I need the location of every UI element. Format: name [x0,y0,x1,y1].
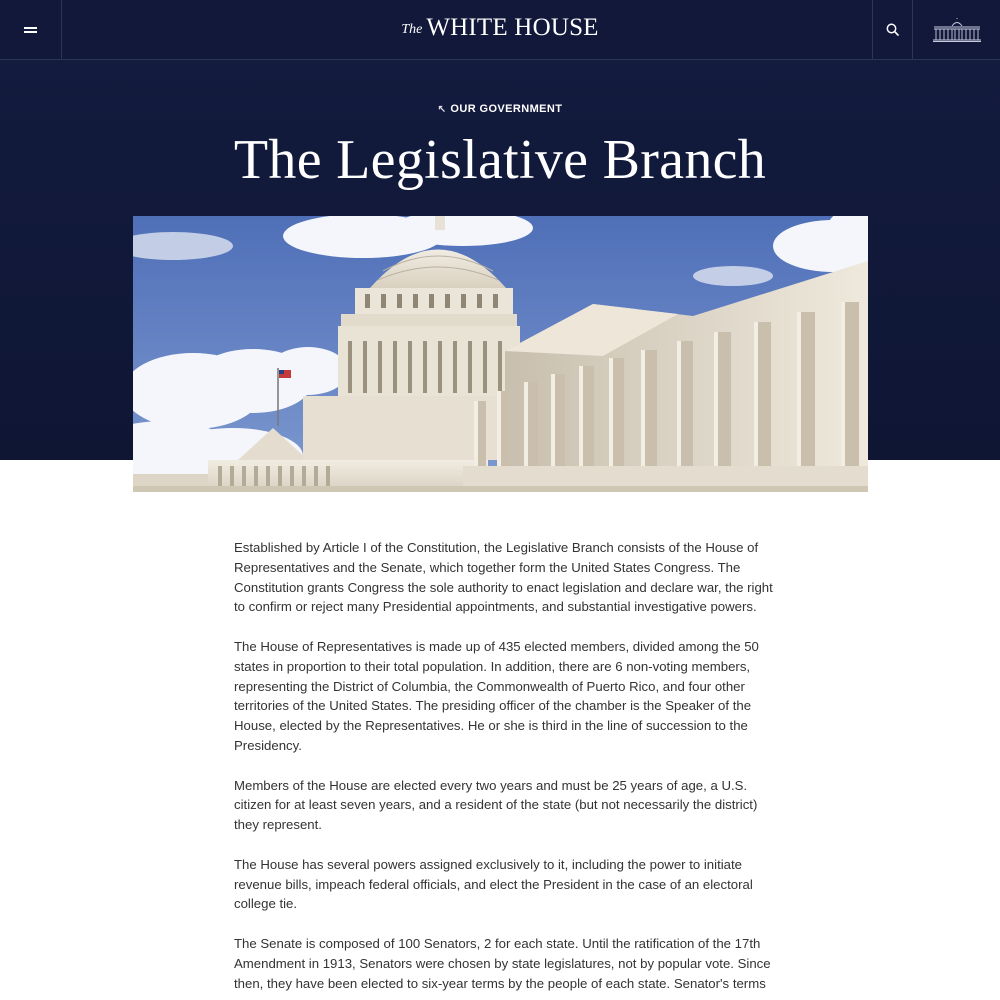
search-button[interactable] [872,0,913,59]
brand-the: The [401,22,423,37]
body-paragraph: The House has several powers assigned exclusively to it, including the power to initiate revenue bills, impeach federal officials, and elect the President in the case of an electoral college tie. [234,856,753,912]
page-title: The Legislative Branch [233,129,767,191]
brand-name: WHITE HOUSE [426,14,599,41]
white-house-logo[interactable] [913,0,1000,59]
article-body [234,538,774,1000]
body-paragraph: The House of Representatives is made up of 435 elected members, divided among the 50 states in proportion to their total population. In addition, there are 6 non-voting members, representing the District of Columbia, the Commonwealth of Puerto Rico, and four other territories of the United States. The presiding officer of the chamber is the Speaker of the House, elected by the Representatives. He or she is third in the line of succession to the Presidency. [234,638,759,753]
breadcrumb-our-government[interactable] [0,103,1000,115]
body-paragraph: Established by Article I of the Constitution, the Legislative Branch consists of the House of Representatives and the Senate, which together form the United States Congress. The Constitution grants Congress the sole authority to enact legislation and declare war, the right to confirm or reject many Presidential appointments, and substantial investigative powers. [234,540,773,615]
arrow-up-left-icon: ↖ [437,104,447,115]
body-paragraph: The Senate is composed of 100 Senators, 2 for each state. Until the ratification of the 17th Amendment in 1913, Senators were chosen by state legislatures, not by popular vote. Since then, they have been elected to six-year terms by the people of each state. Senator's terms [234,935,771,991]
body-paragraph: Members of the House are elected every two years and must be 25 years of age, a U.S. citizen for at least seven years, and a resident of the state (but not necessarily the district) they represent. [234,777,758,833]
white-house-building-icon [932,18,982,42]
site-logo-link[interactable] [0,14,1000,42]
breadcrumb-label: OUR GOVERNMENT [450,103,563,115]
search-icon [886,23,899,36]
us-capitol-building-photo [133,216,868,492]
site-header [0,0,1000,60]
